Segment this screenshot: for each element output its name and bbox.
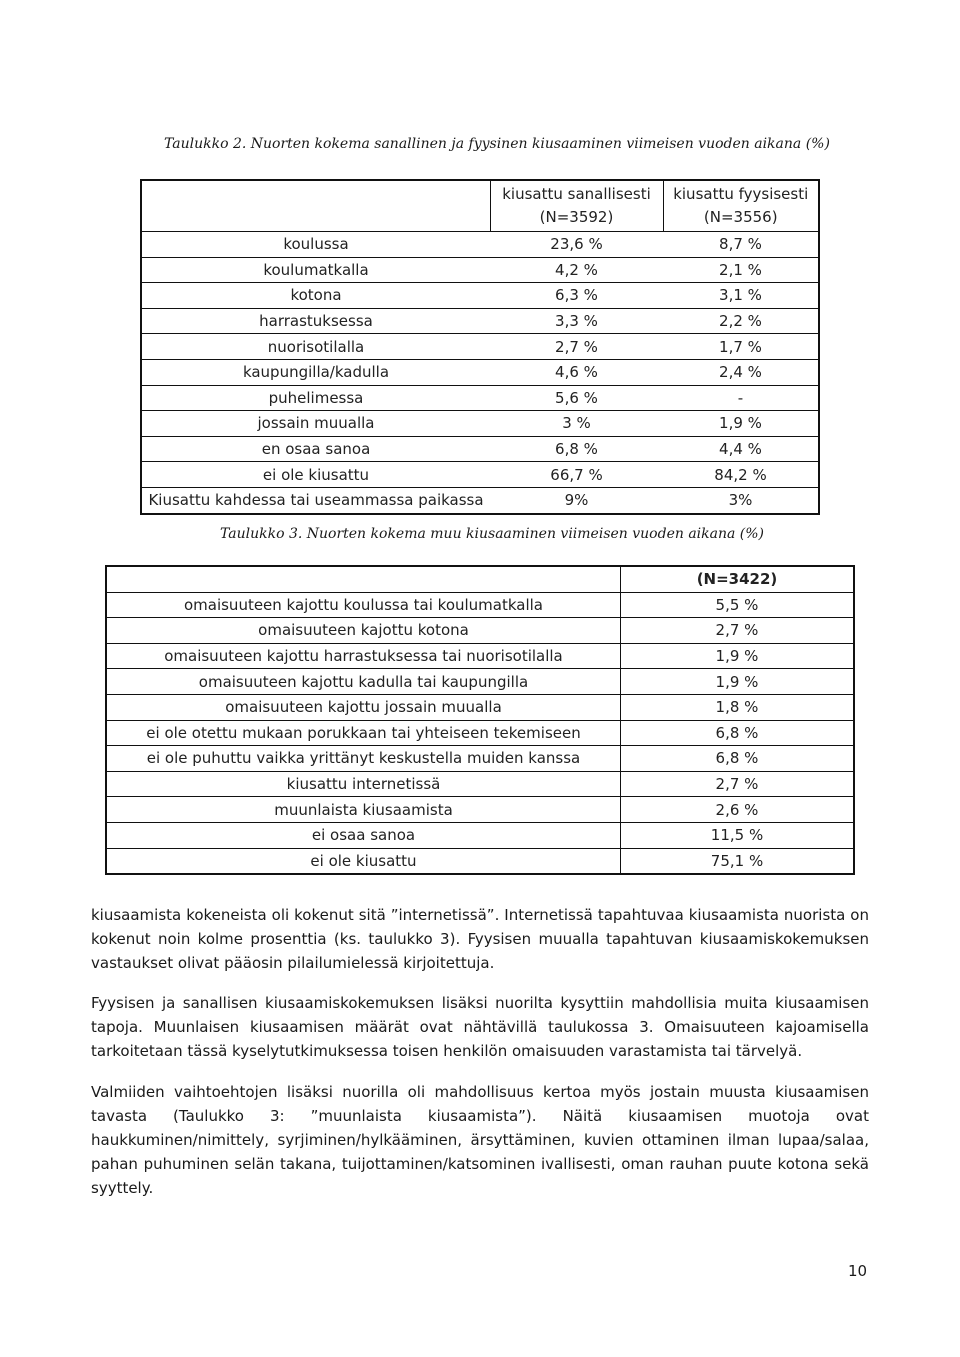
table3-row-value: 2,7 % <box>715 621 759 640</box>
table2-row <box>141 359 819 385</box>
table2-row-verbal: 5,6 % <box>490 385 663 411</box>
table2-row-label: en osaa sanoa <box>141 436 490 462</box>
table2-row-label: koulumatkalla <box>141 257 490 283</box>
table3-caption: Taulukko 3. Nuorten kokema muu kiusaaminen viimeisen vuoden aikana (%) <box>220 526 765 542</box>
table2-row-physical: 3% <box>663 487 819 513</box>
paragraph-2: Fyysisen ja sanallisen kiusaamiskokemuksen lisäksi nuorilta kysyttiin mahdollisia muita kiusaamisen tapoja. Muunlaisen kiusaamisen määrät ovat nähtävillä taulukossa 3. Omaisuuteen kajoamisella tarkoitetaan tässä kyselytutkimuksessa toisen henkilön omaisuuden varastamista tai tärvelyä. <box>91 994 869 1060</box>
table2-row-label: kaupungilla/kadulla <box>141 359 490 385</box>
table3-row-value: 2,6 % <box>715 800 759 819</box>
table3-row-label: ei ole otettu mukaan porukkaan tai yhteiseen tekemiseen <box>106 720 621 746</box>
table2-row-verbal: 4,2 % <box>490 257 663 283</box>
table3 <box>105 565 855 875</box>
table2-row-verbal: 23,6 % <box>550 235 603 254</box>
table2-row <box>141 232 819 258</box>
table3-row <box>106 694 854 720</box>
table2-row-verbal: 6,8 % <box>490 436 663 462</box>
table2-row-physical: 2,4 % <box>663 359 819 385</box>
table2-row-physical: 1,9 % <box>663 411 819 437</box>
table2-row-physical: 1,7 % <box>663 334 819 360</box>
table2-row-physical: - <box>663 385 819 411</box>
table2-row-physical: 4,4 % <box>663 436 819 462</box>
table3-row-label: kiusattu internetissä <box>106 771 621 797</box>
table2-row-verbal: 2,7 % <box>490 334 663 360</box>
table2-row-label: nuorisotilalla <box>141 334 490 360</box>
table3-row-label: ei ole kiusattu <box>106 848 621 874</box>
table3-row <box>106 771 854 797</box>
table2-header-physical <box>663 180 819 232</box>
table2-row <box>141 308 819 334</box>
table3-row-value: 75,1 % <box>710 851 764 870</box>
table3-row <box>106 643 854 669</box>
table3-header-row <box>106 566 854 592</box>
table3-row <box>106 720 854 746</box>
paragraph-3: Valmiiden vaihtoehtojen lisäksi nuorilla oli mahdollisuus kertoa myös jostain muusta kiusaamisen tavasta (Taulukko 3: ”muunlaista kiusaamista”). Näitä kiusaamisen muotoja ovat haukkuminen/nimittely, syrjiminen/hylkääminen, ärsyttäminen, kuvien ottaminen ilman lupaa/salaa, pahan puhuminen selän takana, tuijottaminen/katsominen ivallisesti, oman rauhan puute kotona sekä syyttely. <box>91 1083 869 1197</box>
table3-row <box>106 618 854 644</box>
table3-row-label: ei ole puhuttu vaikka yrittänyt keskustella muiden kanssa <box>106 746 621 772</box>
table3-row <box>106 592 854 618</box>
table2-row-verbal: 9% <box>490 487 663 513</box>
table3-row-value: 1,9 % <box>715 647 759 666</box>
table2-row-physical: 3,1 % <box>663 283 819 309</box>
table2-row-label: ei ole kiusattu <box>141 462 490 488</box>
table2-row <box>141 436 819 462</box>
table2-row <box>141 257 819 283</box>
table2-row-physical: 8,7 % <box>719 235 762 254</box>
table2-row-verbal: 3,3 % <box>490 308 663 334</box>
table2-row-verbal: 66,7 % <box>490 462 663 488</box>
table3-header-n: (N=3422) <box>696 570 778 589</box>
paragraph-1: kiusaamista kokeneista oli kokenut sitä ”internetissä”. Internetissä tapahtuvaa kiusaamista nuorista on kokenut noin kolme prosenttia (ks. taulukko 3). Fyysisen muualla tapahtuvan kiusaamiskokemuksen vastaukset olivat pääosin pilailumielessä kirjoitettuja. <box>91 906 869 972</box>
table2-header-verbal-label: kiusattu sanallisesti <box>502 185 651 203</box>
table3-row-value: 1,8 % <box>715 698 759 717</box>
page-number: 10 <box>848 1262 868 1280</box>
table3-row-value: 1,9 % <box>715 672 759 691</box>
table2-header-row <box>141 180 819 232</box>
table3-row-label: omaisuuteen kajottu kadulla tai kaupungilla <box>106 669 621 695</box>
table2-row-label: harrastuksessa <box>141 308 490 334</box>
table2-header-physical-n: (N=3556) <box>703 208 778 226</box>
table3-row-label: omaisuuteen kajottu kotona <box>106 618 621 644</box>
table3-row-value: 11,5 % <box>710 826 764 845</box>
table2 <box>140 179 820 515</box>
table2-row <box>141 385 819 411</box>
table3-row-value: 6,8 % <box>715 723 759 742</box>
table3-row <box>106 746 854 772</box>
table2-row <box>141 462 819 488</box>
table3-row-value: 6,8 % <box>715 749 759 768</box>
table2-caption: Taulukko 2. Nuorten kokema sanallinen ja fyysinen kiusaaminen viimeisen vuoden aikana (%) <box>164 136 830 152</box>
table2-row-verbal: 4,6 % <box>490 359 663 385</box>
table3-row <box>106 822 854 848</box>
table3-row-label: omaisuuteen kajottu jossain muualla <box>106 694 621 720</box>
table2-header-verbal <box>490 180 663 232</box>
table2-row-label: jossain muualla <box>141 411 490 437</box>
table2-header-empty <box>141 180 490 232</box>
table2-row-label: kotona <box>141 283 490 309</box>
table3-row-label: muunlaista kiusaamista <box>106 797 621 823</box>
table2-row-label: puhelimessa <box>141 385 490 411</box>
table3-row-value: 5,5 % <box>715 595 759 614</box>
table3-row-label: ei osaa sanoa <box>106 822 621 848</box>
table2-header-verbal-n: (N=3592) <box>539 208 614 226</box>
table2-row-physical: 2,2 % <box>663 308 819 334</box>
table2-row <box>141 334 819 360</box>
table2-row-physical: 84,2 % <box>663 462 819 488</box>
table2-row-label: koulussa <box>283 235 349 254</box>
table3-row-label: omaisuuteen kajottu koulussa tai koulumatkalla <box>106 592 621 618</box>
table3-row <box>106 669 854 695</box>
table3-row-label: omaisuuteen kajottu harrastuksessa tai nuorisotilalla <box>106 643 621 669</box>
table2-row-verbal: 6,3 % <box>490 283 663 309</box>
table3-row-value: 2,7 % <box>715 775 759 794</box>
table2-row-physical: 2,1 % <box>663 257 819 283</box>
table2-row-verbal: 3 % <box>490 411 663 437</box>
table2-row <box>141 283 819 309</box>
table3-row <box>106 848 854 874</box>
table2-row <box>141 411 819 437</box>
table3-row <box>106 797 854 823</box>
table3-header-empty <box>106 566 621 592</box>
table2-row <box>141 487 819 513</box>
table2-header-physical-label: kiusattu fyysisesti <box>673 185 809 203</box>
table2-row-label: Kiusattu kahdessa tai useammassa paikassa <box>141 487 490 513</box>
